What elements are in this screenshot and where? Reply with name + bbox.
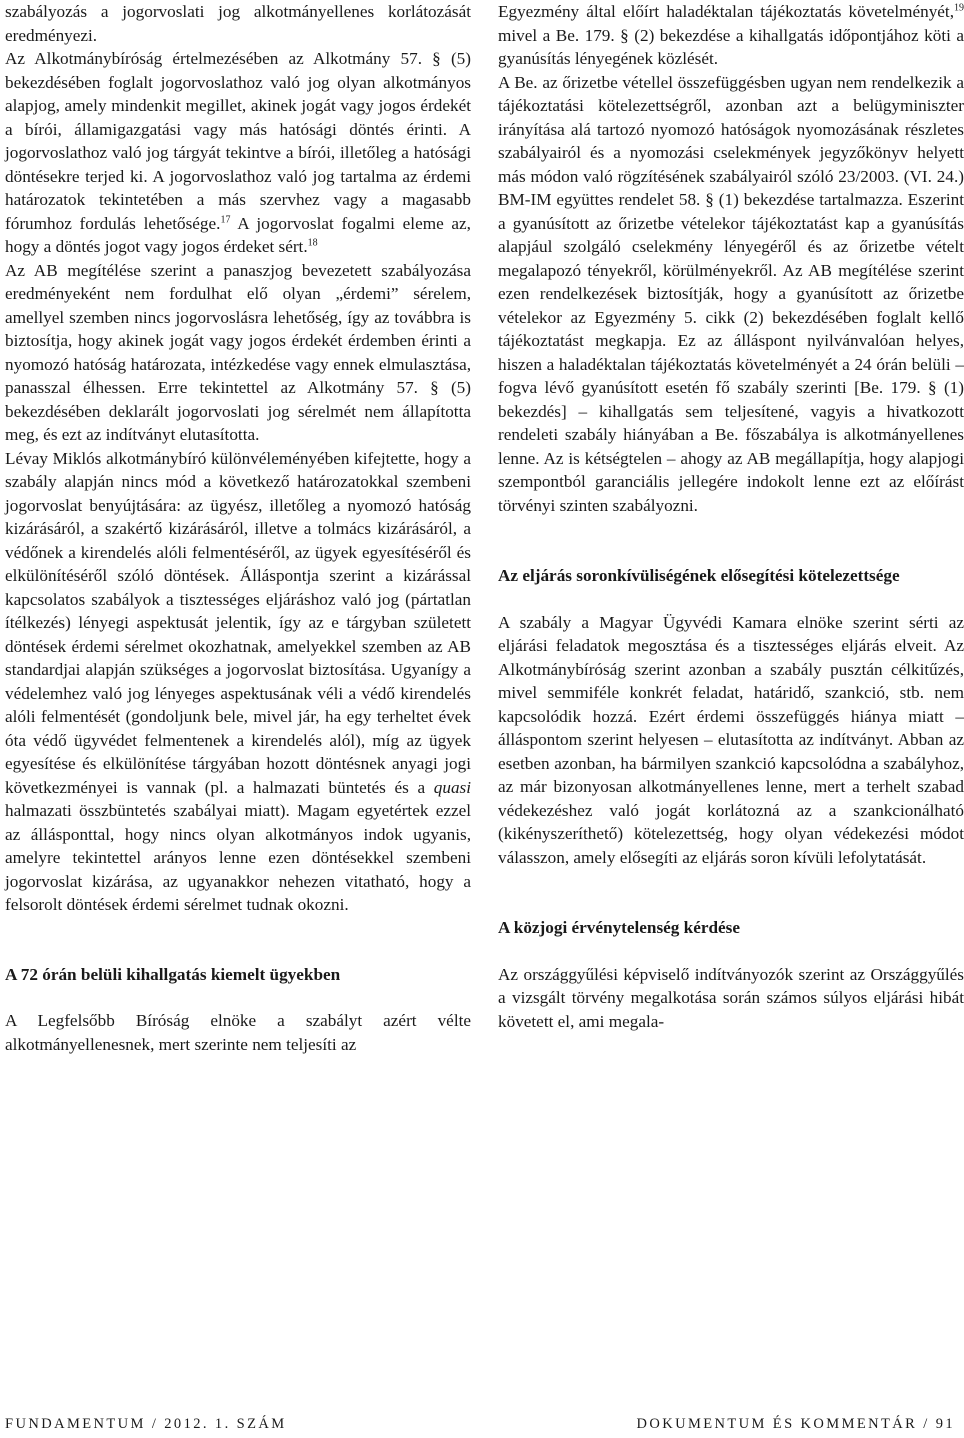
footnote-ref: 19 <box>954 2 964 14</box>
footnote-ref: 18 <box>307 237 318 249</box>
paragraph: Az Alkotmánybíróság értelmezésében az Alkotmány 57. § (5) bekezdésében foglalt jogorvoslathoz való jog olyan alkotmányos alapjog, amely mindenkit megillet, akinek jogát vagy jogos érdekét a bírói, államigazgatási vagy más hatósági döntés érinti. A jogorvoslathoz való jog tárgyát tekintve a bírói, illetőleg a hatósági döntésekre terjed ki. A jogorvoslathoz való jog tartalma az érdemi határozatok tekintetében a más szervhez vagy a magasabb fórumhoz fordulás lehetősége.$^{17}$ A jogorvoslat fogalmi eleme az, hogy a döntés jogot vagy jogos érdeket sért.$^{18}$ <box>5 49 471 256</box>
paragraph: Lévay Miklós alkotmánybíró különvéleményében kifejtette, hogy a szabály alapján nincs mód a következő határozatokkal szembeni jogorvoslat benyújtására: az ügyész, illetőleg a nyomozó hatóság kizárásáról, a szakértő kizárásáról, illetve a tolmács kizárásáról, a védőnek a kirendelés alóli felmentéséről, az ügyek egyesítéséről és elkülönítéséről szóló döntések. Álláspontja szerint a kizárással kapcsolatos szabályok a tisztességes eljáráshoz való jog (pártatlan ítélkezés) lényegi aspektusát jelentik, így az e tárgyban született döntések érdemi sérelmet okozhatnak, amelyekkel szemben az AB standardjai alapján szükséges a jogorvoslat biztosítása. Ugyanígy a védelemhez való jog lényeges aspektusának véli a védő kirendelés alóli felmentését (gondoljunk bele, mivel jár, ha egy terheltet évek óta védő ügyvédet felmentenek a kirendelés alól), míg az ügyek egyesítése és elkülönítése tárgyában hozott döntésnek anyagi jogi következményei is vannak (pl. a halmazati büntetés és a quasi halmazati összbüntetés szabályai miatt). Magam egyetértek ezzel az állásponttal, hogy nincs olyan alkotmányos indok ugyanis, amelyre tekintettel arányos lenne ezen döntésekkel szembeni jogorvoslat kizárása, az ugyanakkor nehezen vitatható, hogy a felsorolt döntések érdemi sérelmet tudnak okozni. <box>5 448 471 914</box>
section-heading: A 72 órán belüli kihallgatás kiemelt ügyekben <box>5 964 341 984</box>
footnote-ref: 17 <box>220 213 231 225</box>
paragraph: A szabály a Magyar Ügyvédi Kamara elnöke szerint sérti az eljárási feladatok megosztása és a tisztességes eljárás elveit. Az Alkotmánybíróság szerint azonban a szabály pusztán célkitűzés, mivel semmiféle konkrét feladat, határidő, szankció, stb. nem kapcsolódik hozzá. Ezért érdemi összefüggés hiánya miatt – álláspontom szerint helyesen – elutasította az indítványt. Abban az esetben azonban, ha bármilyen szankció kapcsolódna a szabályhoz, az már bizonyosan alkotmányellenes lenne, mert a terhelt szabad védekezéshez való jogát korlátozná az a szankcionálható (kikényszeríthető) kötelezettség, hogy olyan védekezési módot válasszon, amely elősegíti az eljárás soron kívüli lefolytatását. <box>498 612 964 867</box>
paragraph: A Legfelsőbb Bíróság elnöke a szabályt azért vélte alkotmányellenesnek, mert szerinte nem teljesíti az <box>5 1011 471 1054</box>
right-column <box>498 0 964 1033</box>
footer-section-page: DOKUMENTUM ÉS KOMMENTÁR / 91 <box>636 1416 955 1432</box>
paragraph: Az országgyűlési képviselő indítványozók szerint az Országgyűlés a vizsgált törvény megalkotása során számos súlyos eljárási hibát követett el, ami megala- <box>498 964 964 1031</box>
section-heading: A közjogi érvénytelenség kérdése <box>498 918 741 937</box>
paragraph: Az AB megítélése szerint a panaszjog bevezetett szabályozása eredményeként nem fordulhat elő olyan „érdemi” sérelem, amellyel szemben nincs jogorvoslásra lehetőség, így az továbbra is biztosítja, hogy akinek jogát vagy jogos érdekét érdemben érinti a nyomozó hatóság határozata, intézkedése vagy ennek elmulasztása, panasszal élhessen. Erre tekintettel az Alkotmány 57. § (5) bekezdésében deklarált jogorvoslati jog sérelmét nem állapította meg, és ezt az indítványt elutasította. <box>5 260 471 444</box>
paragraph: Egyezmény által előírt haladéktalan tájékoztatás követelményét,$^{19}$ mivel a Be. 179. § (2) bekezdése a kihallgatás időpontjához köti a gyanúsítás lényegének közlését. <box>498 2 964 68</box>
section-heading: Az eljárás soronkívüliségének elősegítési kötelezettsége <box>498 566 900 585</box>
paragraph: szabályozás a jogorvoslati jog alkotmányellenes korlátozását eredményezi. <box>5 2 471 45</box>
paragraph: A Be. az őrizetbe vétellel összefüggésben ugyan nem rendelkezik a tájékoztatási kötelezettségről, azonban azt a belügyminiszter irányítása alá tartozó nyomozó hatóságok nyomozásának részletes szabályairól és a nyomozási cselekmények jegyzőkönyv helyett más módon való rögzítésének szabályairól szóló 23/2003. (VI. 24.) BM-IM együttes rendelet 58. § (1) bekezdése tartalmazza. Eszerint a gyanúsított az őrizetbe vételekor tájékoztatást kap a gyanúsítás alapjául szolgáló cselekmény lényegéről és az őrizetbe vételt megalapozó tényekről, körülményekről. Az AB megítélése szerint ezen rendelkezések biztosítják, hogy a gyanúsított az őrizetbe vételekor az Egyezmény 5. cikk (2) bekezdésében foglalt kellő tájékoztatást megkapja. Ez az álláspont nyilvánvalóan helyes, hiszen a haladéktalan tájékoztatás követelményét a 24 órán belüli – fogva lévő gyanúsított esetén fő szabály szerinti [Be. 179. § (1) bekezdés] – kihallgatás sem teljesítené, vagyis a hivatkozott rendeleti szabály hiányában a Be. főszabálya is alkotmányellenes lenne. Az is kétségtelen – ahogy az AB megállapítja, hogy alapjogi szempontból garanciális jellegére indokolt lenne ezt az előírást törvényi szinten szabályozni. <box>498 72 964 515</box>
footer-journal: FUNDAMENTUM / 2012. 1. SZÁM <box>5 1416 287 1432</box>
left-column <box>5 0 471 1056</box>
